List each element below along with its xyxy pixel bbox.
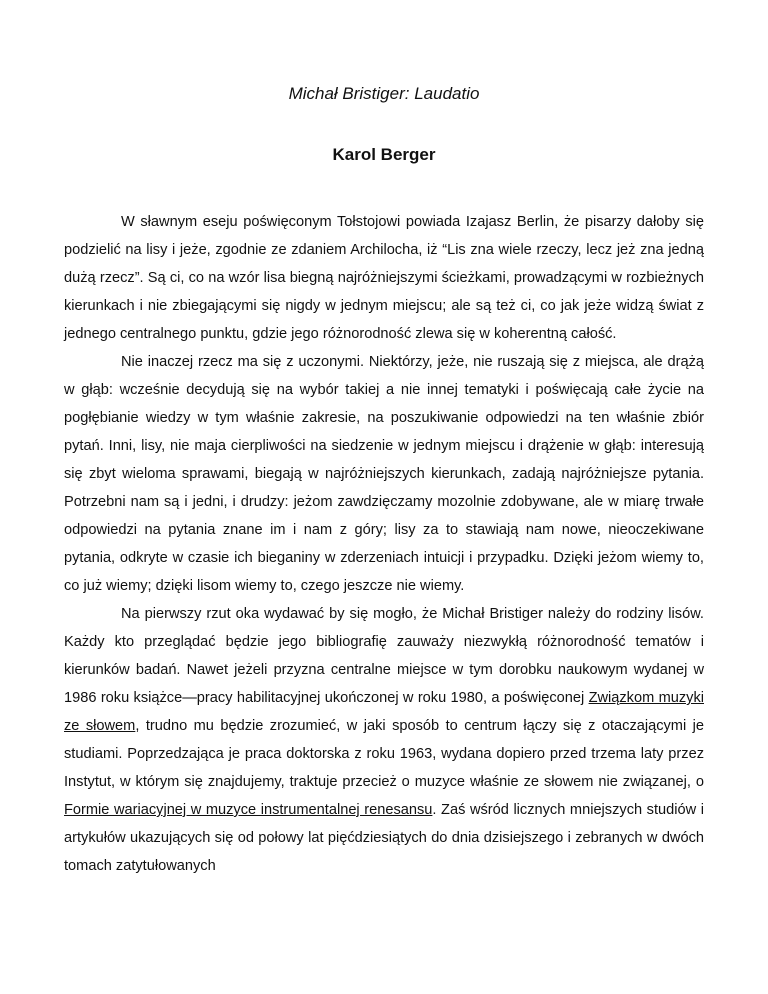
paragraph-3-text-end: . Zaś wśród licznych mniejszych studiów i artykułów ukazujących się od połowy lat pięćdziesiątych do dnia dzisiejszego i zebranych w dwóch tomach zatytułowanych bbox=[64, 802, 704, 874]
paragraph-1: W sławnym eseju poświęconym Tołstojowi powiada Izajasz Berlin, że pisarzy dałoby się podzielić na lisy i jeże, zgodnie ze zdaniem Archilocha, iż “Lis zna wiele rzeczy, lecz jeż zna jedną dużą rzecz”. Są ci, co na wzór lisa biegną najróżniejszymi ścieżkami, prowadzącymi w rozbieżnych kierunkach i nie zbiegającymi się nigdy w jednym miejscu; ale są też ci, co jak jeże widzą świat z jednego centralnego punktu, gdzie jego różnorodność zlewa się w koherentną całość. bbox=[64, 214, 704, 342]
paragraph-3-text-start: Na pierwszy rzut oka wydawać by się mogło, że Michał Bristiger należy do rodziny lisów. Każdy kto przeglądać będzie jego bibliografię zauważy niezwykłą różnorodność tematów i kierunków badań. Nawet jeżeli przyzna centralne miejsce w tym dorobku naukowym wydanej w 1986 roku książce—pracy habilitacyjnej ukończonej w roku 1980, a poświęconej bbox=[64, 606, 704, 706]
book-title-underlined: Związkom muzyki ze słowem bbox=[64, 690, 704, 734]
paragraph-2: Nie inaczej rzecz ma się z uczonymi. Niektórzy, jeże, nie ruszają się z miejsca, ale drążą w głąb: wcześnie decydują się na wybór takiej a nie innej tematyki i poświęcają całe życie na pogłębianie wiedzy w tym właśnie zakresie, na poszukiwanie odpowiedzi na ten właśnie zbiór pytań. Inni, lisy, nie maja cierpliwości na siedzenie w jednym miejscu i drążenie w głąb: interesują się zbyt wieloma sprawami, biegają w najróżniejszych kierunkach, zadają najróżniejsze pytania. Potrzebni nam są i jedni, i drudzy: jeżom zawdzięczamy mozolnie zdobywane, ale w miarę trwałe odpowiedzi na pytania znane im i nam z góry; lisy za to stawiają nam nowe, nieoczekiwane pytania, odkryte w czasie ich bieganiny w zderzeniach intuicji i przypadku. Dzięki jeżom wiemy to, co już wiemy; dzięki lisom wiemy to, czego jeszcze nie wiemy. bbox=[64, 354, 704, 594]
document-title: Michał Bristiger: Laudatio bbox=[288, 84, 480, 103]
paragraph-3-text-middle: , trudno mu będzie zrozumieć, w jaki sposób to centrum łączy się z otaczającymi je studiami. Poprzedzająca je praca doktorska z roku 1963, wydana dopiero przed trzema laty przez Instytut, w którym się znajdujemy, traktuje przecież o muzyce właśnie ze słowem nie związanej, o bbox=[64, 718, 705, 790]
document-body bbox=[64, 208, 704, 880]
document-author: Karol Berger bbox=[332, 145, 436, 164]
paragraph-3 bbox=[64, 600, 704, 880]
dissertation-title-underlined: Formie wariacyjnej w muzyce instrumentalnej renesansu bbox=[64, 802, 433, 818]
